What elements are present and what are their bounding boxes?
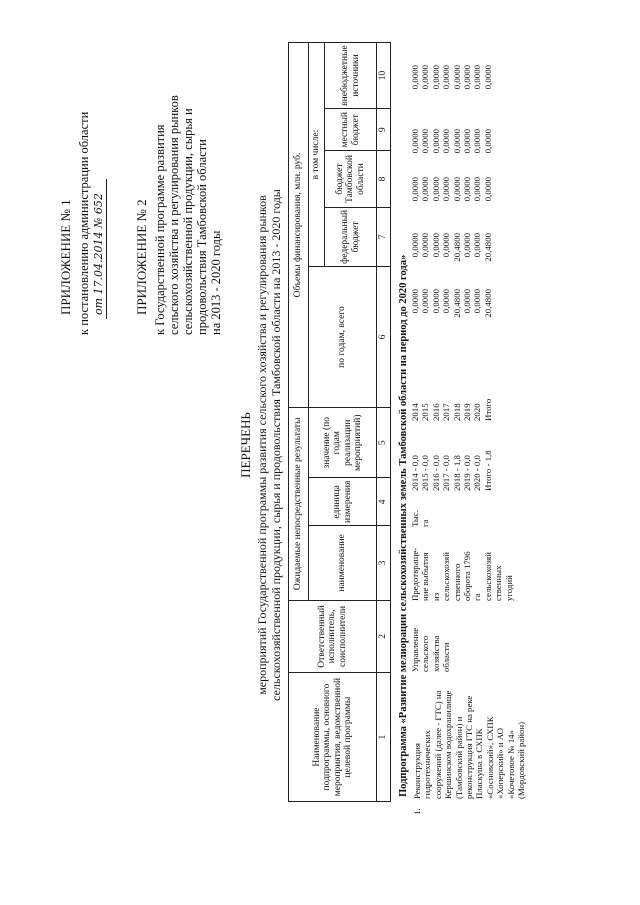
row-fed-cell: 0,0000	[462, 233, 473, 258]
header-responsible: Ответственный исполнитель, соисполнители	[289, 600, 377, 672]
header-expected: Ожидаемые непосредственные результаты	[289, 408, 309, 601]
row-name-line: (Тамбовский район) и	[453, 716, 464, 799]
col-number: 6	[377, 267, 391, 408]
row-year-cell: 2015	[420, 403, 431, 421]
row-mest-cell: 0,0000	[420, 129, 431, 154]
row-fed-cell: 0,0000	[430, 233, 441, 258]
col-number: 2	[377, 600, 391, 672]
row-value-line: Итого - 1,8	[482, 450, 493, 491]
row-mest-cell: 0,0000	[441, 129, 452, 154]
row-values	[410, 450, 493, 491]
row-reg-cell: 0,0000	[451, 177, 462, 202]
row-resp-line: Управление	[410, 627, 420, 672]
header-naim: наименование	[309, 526, 377, 600]
header-unit: единица измерения	[309, 478, 377, 526]
row-result-line: ственных	[493, 565, 504, 601]
row-result-line: сельскохозяй	[482, 552, 493, 601]
row-year-cell: 2017	[441, 403, 452, 421]
header-mest: местный бюджет	[325, 109, 377, 151]
row-fed-cell: 0,0000	[441, 233, 452, 258]
row-value-line: 2017 - 0,0	[441, 455, 452, 491]
row-resp-line: области	[441, 642, 452, 672]
row-year-cell: 2016	[430, 403, 441, 421]
doc-subtitle-1: мероприятий Государственной программы развития сельского хозяйства и регулирования рынков	[255, 195, 269, 695]
row-mest-cell: 0,0000	[430, 129, 441, 154]
row-name-line: сооружений (далее - ГТС) на	[432, 690, 443, 799]
row-year-cell: 2019	[462, 403, 473, 421]
row-total-cell: 0,0000	[410, 289, 420, 314]
row-total-cell: 0,0000	[472, 289, 483, 314]
row-year-cell: Итого	[482, 398, 493, 421]
col-number: 5	[377, 408, 391, 478]
appendix2-line5: продовольствия Тамбовской области	[195, 139, 209, 335]
row-reg-cell: 0,0000	[430, 177, 441, 202]
subprogram-title: Подпрограмма «Развитие мелиорации сельскохозяйственных земель Тамбовской области на период до 2020 года»	[398, 254, 409, 797]
row-total-cell: 20,4800	[482, 289, 493, 318]
row-name	[412, 690, 526, 799]
appendix1-line2: к постановлению администрации области	[77, 111, 91, 335]
row-name-line: гидротехнических	[422, 730, 433, 799]
row-result-line: из	[430, 592, 441, 601]
row-year-cell: 2020	[472, 403, 483, 421]
row-fed	[410, 233, 493, 281]
row-resp-line: хозяйства	[430, 635, 441, 672]
row-year-cell: 2018	[451, 403, 462, 421]
doc-subtitle-2: сельскохозяйственной продукции, сырья и продовольствия Тамбовской области на 2013 - 2020 годы	[269, 189, 283, 701]
row-reg-cell: 0,0000	[420, 177, 431, 202]
row-value-line: 2018 - 1,8	[451, 455, 462, 491]
row-mest-cell: 0,0000	[482, 129, 493, 154]
col-number: 10	[377, 43, 391, 109]
row-name-line: Кершинском водохранилище	[443, 690, 454, 799]
row-value-line: 2014 - 0,0	[410, 455, 420, 491]
row-number: 1.	[412, 808, 422, 815]
row-vne-cell: 0,0000	[441, 65, 452, 90]
row-value-line: 2019 - 0,0	[462, 455, 473, 491]
row-vne-cell: 0,0000	[482, 65, 493, 90]
row-total	[410, 289, 493, 345]
row-mest-cell: 0,0000	[451, 129, 462, 154]
header-fed: федеральный бюджет	[325, 207, 377, 266]
row-value-line: 2015 - 0,0	[420, 455, 431, 491]
row-resp-line: сельского	[420, 635, 431, 672]
row-result-line: оборота 1796	[462, 551, 473, 601]
appendix2-line6: на 2013 - 2020 годы	[209, 230, 223, 335]
row-reg	[410, 177, 493, 225]
row-years	[410, 399, 493, 421]
header-byyear: по годам, всего	[309, 267, 377, 408]
row-unit-line: га	[420, 519, 431, 527]
row-mest	[410, 129, 493, 169]
row-mest-cell: 0,0000	[472, 129, 483, 154]
appendix2-line2: к Государственной программе развития	[153, 124, 167, 335]
row-fed-cell: 20,4800	[482, 233, 493, 262]
row-value-line: 2016 - 0,0	[430, 455, 441, 491]
row-reg-cell: 0,0000	[441, 177, 452, 202]
row-mest-cell: 0,0000	[410, 129, 420, 154]
row-name-line: Пласкуша в СХПК	[474, 728, 485, 799]
row-vne-cell: 0,0000	[451, 65, 462, 90]
row-result-line: угодий	[503, 575, 514, 601]
row-unit	[410, 510, 431, 527]
row-name-line: (Мордовский район)	[516, 721, 527, 799]
row-result-line: га	[472, 593, 483, 601]
row-reg-cell: 0,0000	[472, 177, 483, 202]
row-result-line: ние выбытия	[420, 552, 431, 601]
row-total-cell: 0,0000	[441, 289, 452, 314]
row-result-line: сельскохозяй	[441, 552, 452, 601]
header-vne: внебюджетные источники	[325, 43, 377, 109]
row-name-line: Реконструкция	[412, 743, 422, 799]
signature-line	[106, 179, 107, 319]
appendix1-title: ПРИЛОЖЕНИЕ № 1	[58, 199, 73, 315]
row-result-line: Предотвраще-	[410, 547, 420, 601]
row-reg-cell: 0,0000	[462, 177, 473, 202]
col-number: 1	[377, 673, 391, 802]
row-vne-cell: 0,0000	[472, 65, 483, 90]
row-unit-line: Тыс.	[410, 510, 420, 527]
col-number: 3	[377, 526, 391, 600]
row-name-line: «Хоперский» и АО	[495, 728, 506, 799]
row-reg-cell: 0,0000	[410, 177, 420, 202]
header-including: в том числе:	[309, 43, 325, 267]
row-vne-cell: 0,0000	[462, 65, 473, 90]
header-value: значение (по годам реализации мероприятий)	[309, 408, 377, 478]
row-fed-cell: 0,0000	[410, 233, 420, 258]
row-result-line: ственного	[451, 563, 462, 601]
row-fed-cell: 0,0000	[472, 233, 483, 258]
row-value-line: 2020 - 0,0	[472, 455, 483, 491]
row-vne-cell: 0,0000	[410, 65, 420, 90]
appendix2-line3: сельского хозяйства и регулирования рынков	[167, 95, 181, 335]
header-reg: бюджет Тамбовской области	[325, 151, 377, 207]
row-year-cell: 2014	[410, 403, 420, 421]
row-responsible	[410, 628, 452, 672]
row-name-line: «Сосновский», СХПК	[484, 716, 495, 799]
row-result	[410, 548, 514, 601]
row-fed-cell: 20,4800	[451, 233, 462, 262]
row-total-cell: 0,0000	[420, 289, 431, 314]
col-number: 9	[377, 109, 391, 151]
row-vne-cell: 0,0000	[430, 65, 441, 90]
row-vne-cell: 0,0000	[420, 65, 431, 90]
header-name: Наименование подпрограммы, основного мероприятия, ведомственной целевой программы	[289, 673, 377, 802]
appendix2-title: ПРИЛОЖЕНИЕ № 2	[134, 199, 149, 315]
row-vne	[410, 65, 493, 125]
col-number: 7	[377, 207, 391, 266]
row-total-cell: 0,0000	[462, 289, 473, 314]
row-reg-cell: 0,0000	[482, 177, 493, 202]
handwritten-date: от 17.04.2014 № 652	[92, 193, 105, 315]
row-name-line: «Кочетовое № 14»	[505, 730, 516, 799]
row-total-cell: 20,4800	[451, 289, 462, 318]
row-fed-cell: 0,0000	[420, 233, 431, 258]
row-total-cell: 0,0000	[430, 289, 441, 314]
header-finance: Объемы финансирования, млн. руб.	[289, 43, 309, 408]
measures-table-header	[288, 42, 391, 802]
appendix2-line4: сельскохозяйственной продукции, сырья и	[181, 108, 195, 335]
col-number: 8	[377, 151, 391, 207]
row-mest-cell: 0,0000	[462, 129, 473, 154]
col-number: 4	[377, 478, 391, 526]
doc-title: ПЕРЕЧЕНЬ	[238, 412, 253, 478]
row-name-line: реконструкция ГТС на реке	[464, 695, 475, 799]
